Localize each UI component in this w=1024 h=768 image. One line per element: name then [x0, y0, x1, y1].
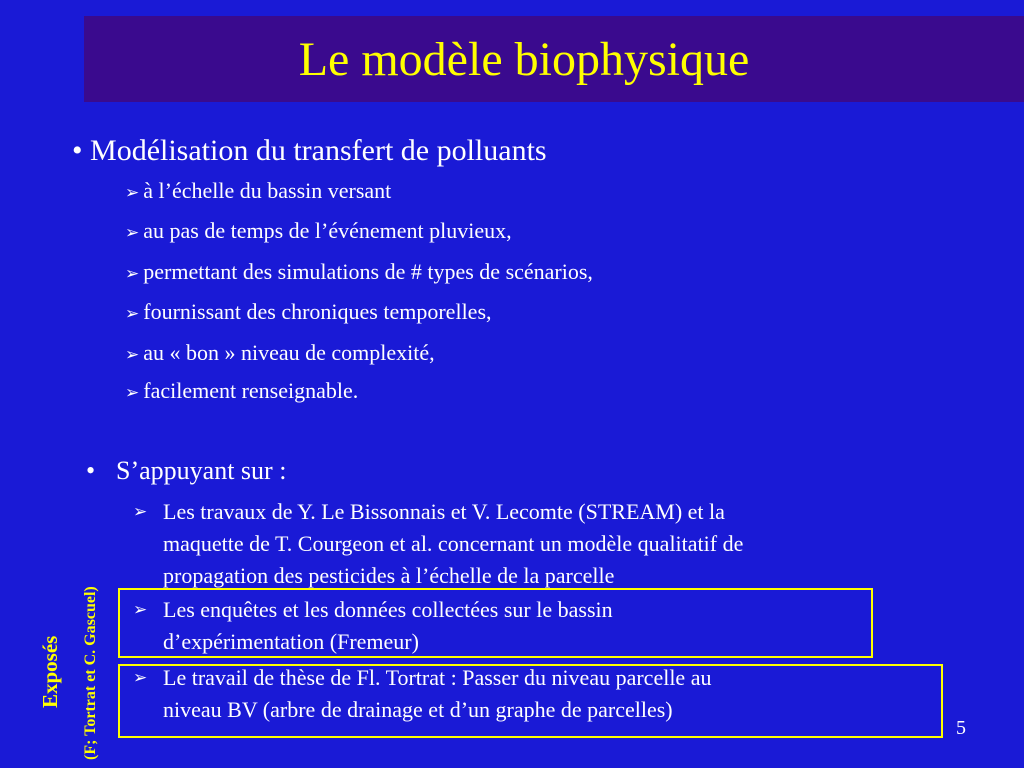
bullet-marker: •	[86, 456, 96, 485]
bullet-text: Modélisation du transfert de polluants	[90, 134, 547, 167]
arrow-icon: ➢	[133, 502, 148, 522]
source-line: maquette de T. Courgeon et al. concernant un modèle qualitatif de	[163, 531, 744, 556]
bullet-text: S’appuyant sur :	[116, 456, 287, 485]
side-label-authors: (F; Tortrat et C. Gascuel)	[82, 586, 99, 760]
source-line: Le travail de thèse de Fl. Tortrat : Passer du niveau parcelle au	[163, 665, 712, 690]
page-number: 5	[956, 717, 966, 739]
sub-item-1	[125, 178, 391, 204]
source-item-stream	[133, 496, 933, 592]
sub-item-text: au « bon » niveau de complexité,	[143, 340, 435, 365]
bullet-appuyant	[86, 455, 286, 486]
source-line: Les travaux de Y. Le Bissonnais et V. Lecomte (STREAM) et la	[163, 499, 725, 524]
source-line: niveau BV (arbre de drainage et d’un graphe de parcelles)	[163, 697, 673, 722]
sub-item-5	[125, 340, 435, 366]
arrow-icon: ➢	[133, 600, 148, 620]
source-item-fremeur	[133, 594, 853, 658]
sub-item-text: permettant des simulations de # types de scénarios,	[143, 259, 593, 284]
arrow-icon: ➢	[125, 345, 140, 365]
bullet-marker: •	[72, 134, 83, 167]
title-bar	[84, 16, 1024, 102]
arrow-icon: ➢	[133, 668, 148, 688]
slide-title: Le modèle biophysique	[298, 33, 750, 86]
sub-item-text: facilement renseignable.	[143, 378, 359, 403]
arrow-icon: ➢	[125, 223, 140, 243]
arrow-icon: ➢	[125, 304, 140, 324]
sub-item-text: à l’échelle du bassin versant	[143, 178, 392, 203]
sub-item-2	[125, 218, 512, 244]
arrow-icon: ➢	[125, 383, 140, 403]
sub-item-4	[125, 299, 492, 325]
sub-item-text: au pas de temps de l’événement pluvieux,	[143, 218, 512, 243]
source-line: d’expérimentation (Fremeur)	[163, 629, 419, 654]
bullet-modelisation	[72, 133, 547, 169]
sub-item-text: fournissant des chroniques temporelles,	[143, 299, 492, 324]
source-line: propagation des pesticides à l’échelle de la parcelle	[163, 563, 615, 588]
source-item-these	[133, 662, 923, 726]
source-line: Les enquêtes et les données collectées sur le bassin	[163, 597, 613, 622]
sub-item-3	[125, 259, 593, 285]
sub-item-6	[125, 378, 358, 404]
arrow-icon: ➢	[125, 183, 140, 203]
side-label-exposes: Exposés	[38, 635, 62, 708]
arrow-icon: ➢	[125, 264, 140, 284]
